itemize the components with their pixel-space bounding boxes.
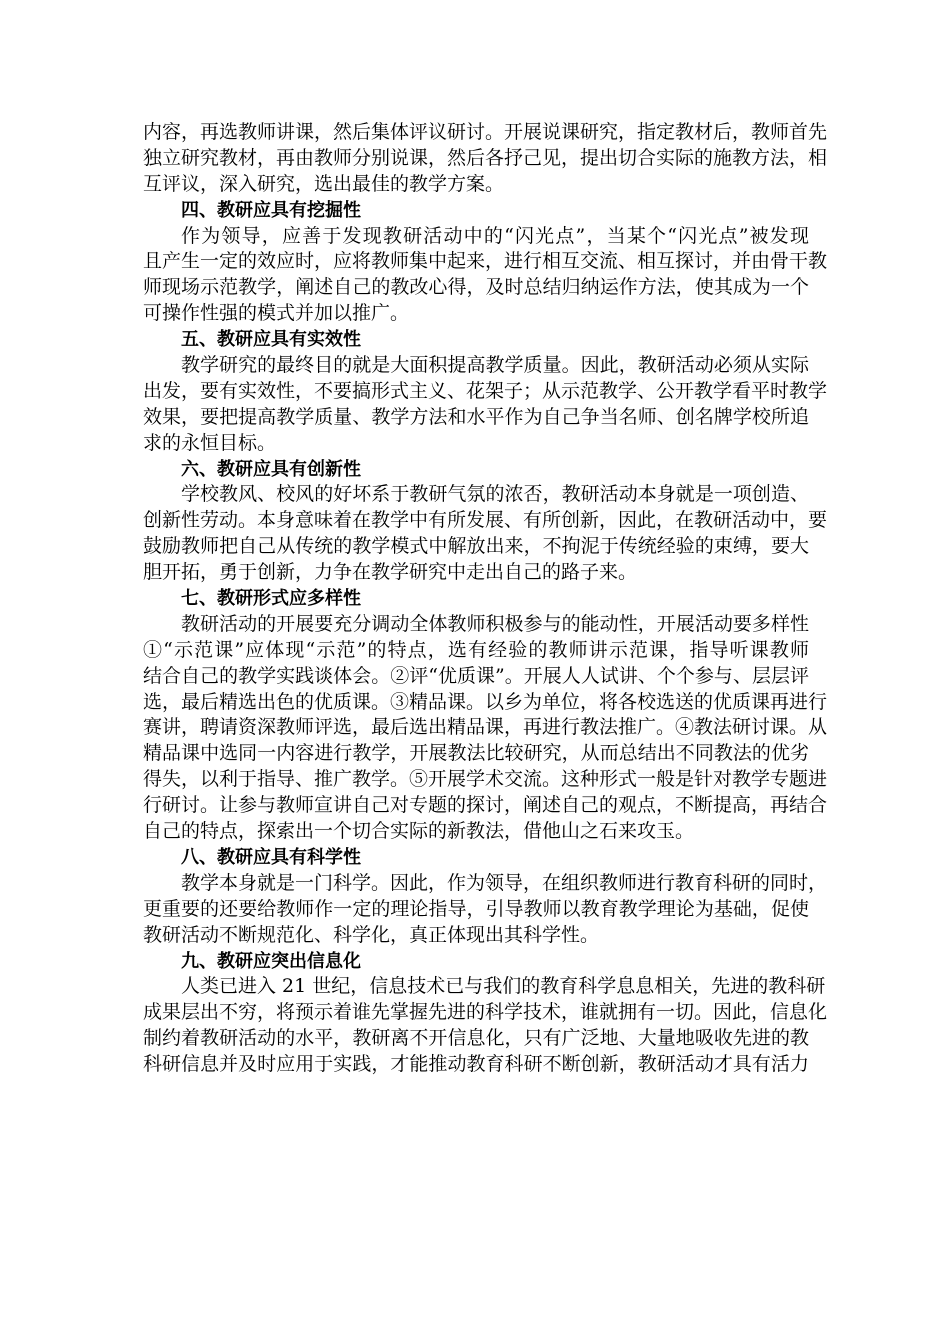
text-line: 互评议，深入研究，选出最佳的教学方案。 [143,172,505,195]
section-heading: 八、教研应具有科学性 [181,846,361,868]
text-line: 教学研究的最终目的就是大面积提高教学质量。因此，教研活动必须从实际 [181,354,809,377]
section-heading: 九、教研应突出信息化 [181,950,361,972]
text-line: 结合自己的教学实践谈体会。②评“优质课”。开展人人试讲、个个参与、层层评 [143,664,809,687]
section-7 [143,586,828,845]
text-line: 独立研究教材，再由教师分别说课，然后各抒己见，提出切合实际的施教方法，相 [143,146,828,169]
intro-paragraph [143,120,828,198]
text-line: 可操作性强的模式并加以推广。 [143,302,410,325]
text-line: 鼓励教师把自己从传统的教学模式中解放出来，不拘泥于传统经验的束缚，要大 [143,535,809,558]
text-line: 赛讲，聘请资深教师评选，最后选出精品课，再进行教法推广。④教法研讨课。从 [143,716,828,739]
text-line: 得失，以利于指导、推广教学。⑤开展学术交流。这种形式一般是针对教学专题进 [143,768,828,791]
text-line: 科研信息并及时应用于实践，才能推动教育科研不断创新，教研活动才具有活力 [143,1053,809,1076]
document-page [143,120,828,1078]
text-line: 学校教风、校风的好坏系于教研气氛的浓否，教研活动本身就是一项创造、 [181,483,809,506]
text-line: 教研活动的开展要充分调动全体教师积极参与的能动性，开展活动要多样性 [181,612,809,635]
text-line: 胆开拓，勇于创新，力争在教学研究中走出自己的路子来。 [143,561,638,584]
text-line: 创新性劳动。本身意味着在教学中有所发展、有所创新，因此，在教研活动中，要 [143,509,828,532]
text-line: 选，最后精选出色的优质课。③精品课。以乡为单位，将各校选送的优质课再进行 [143,690,828,713]
text-line: 精品课中选同一内容进行教学，开展教法比较研究，从而总结出不同教法的优劣 [143,742,809,765]
text-line: 人类已进入 21 世纪，信息技术已与我们的教育科学息息相关，先进的教科研 [181,975,826,998]
text-line: 效果，要把提高教学质量、教学方法和水平作为自己争当名师、创名牌学校所追 [143,405,809,428]
section-6 [143,457,828,586]
text-line: 且产生一定的效应时，应将教师集中起来，进行相互交流、相互探讨，并由骨干教 [143,250,828,273]
text-line: ①“示范课”应体现“示范”的特点，选有经验的教师讲示范课，指导听课教师 [143,638,809,661]
text-line: 制约着教研活动的水平，教研离不开信息化，只有广泛地、大量地吸收先进的教 [143,1027,809,1050]
section-heading: 四、教研应具有挖掘性 [181,199,361,221]
section-4 [143,198,828,327]
section-5 [143,327,828,456]
text-line: 更重要的还要给教师作一定的理论指导，引导教师以教育教学理论为基础，促使 [143,897,809,920]
section-heading: 六、教研应具有创新性 [181,458,361,480]
text-line: 出发，要有实效性，不要搞形式主义、花架子；从示范教学、公开教学看平时教学 [143,379,828,402]
text-line: 师现场示范教学，阐述自己的教改心得，及时总结归纳运作方法，使其成为一个 [143,276,809,299]
section-8 [143,845,828,949]
text-line: 成果层出不穷，将预示着谁先掌握先进的科学技术，谁就拥有一切。因此，信息化 [143,1001,828,1024]
text-line: 教学本身就是一门科学。因此，作为领导，在组织教师进行教育科研的同时， [181,871,828,894]
text-line: 教研活动不断规范化、科学化，真正体现出其科学性。 [143,923,600,946]
section-heading: 七、教研形式应多样性 [181,588,361,610]
section-9 [143,949,828,1078]
text-line: 求的永恒目标。 [143,431,277,454]
text-line: 行研讨。让参与教师宣讲自己对专题的探讨，阐述自己的观点，不断提高，再结合 [143,794,828,817]
text-line: 作为领导，应善于发现教研活动中的“闪光点”，当某个“闪光点”被发现 [181,224,809,247]
text-line: 内容，再选教师讲课，然后集体评议研讨。开展说课研究，指定教材后，教师首先 [143,121,828,143]
section-heading: 五、教研应具有实效性 [181,329,361,351]
text-line: 自己的特点，探索出一个切合实际的新教法，借他山之石来攻玉。 [143,820,695,843]
